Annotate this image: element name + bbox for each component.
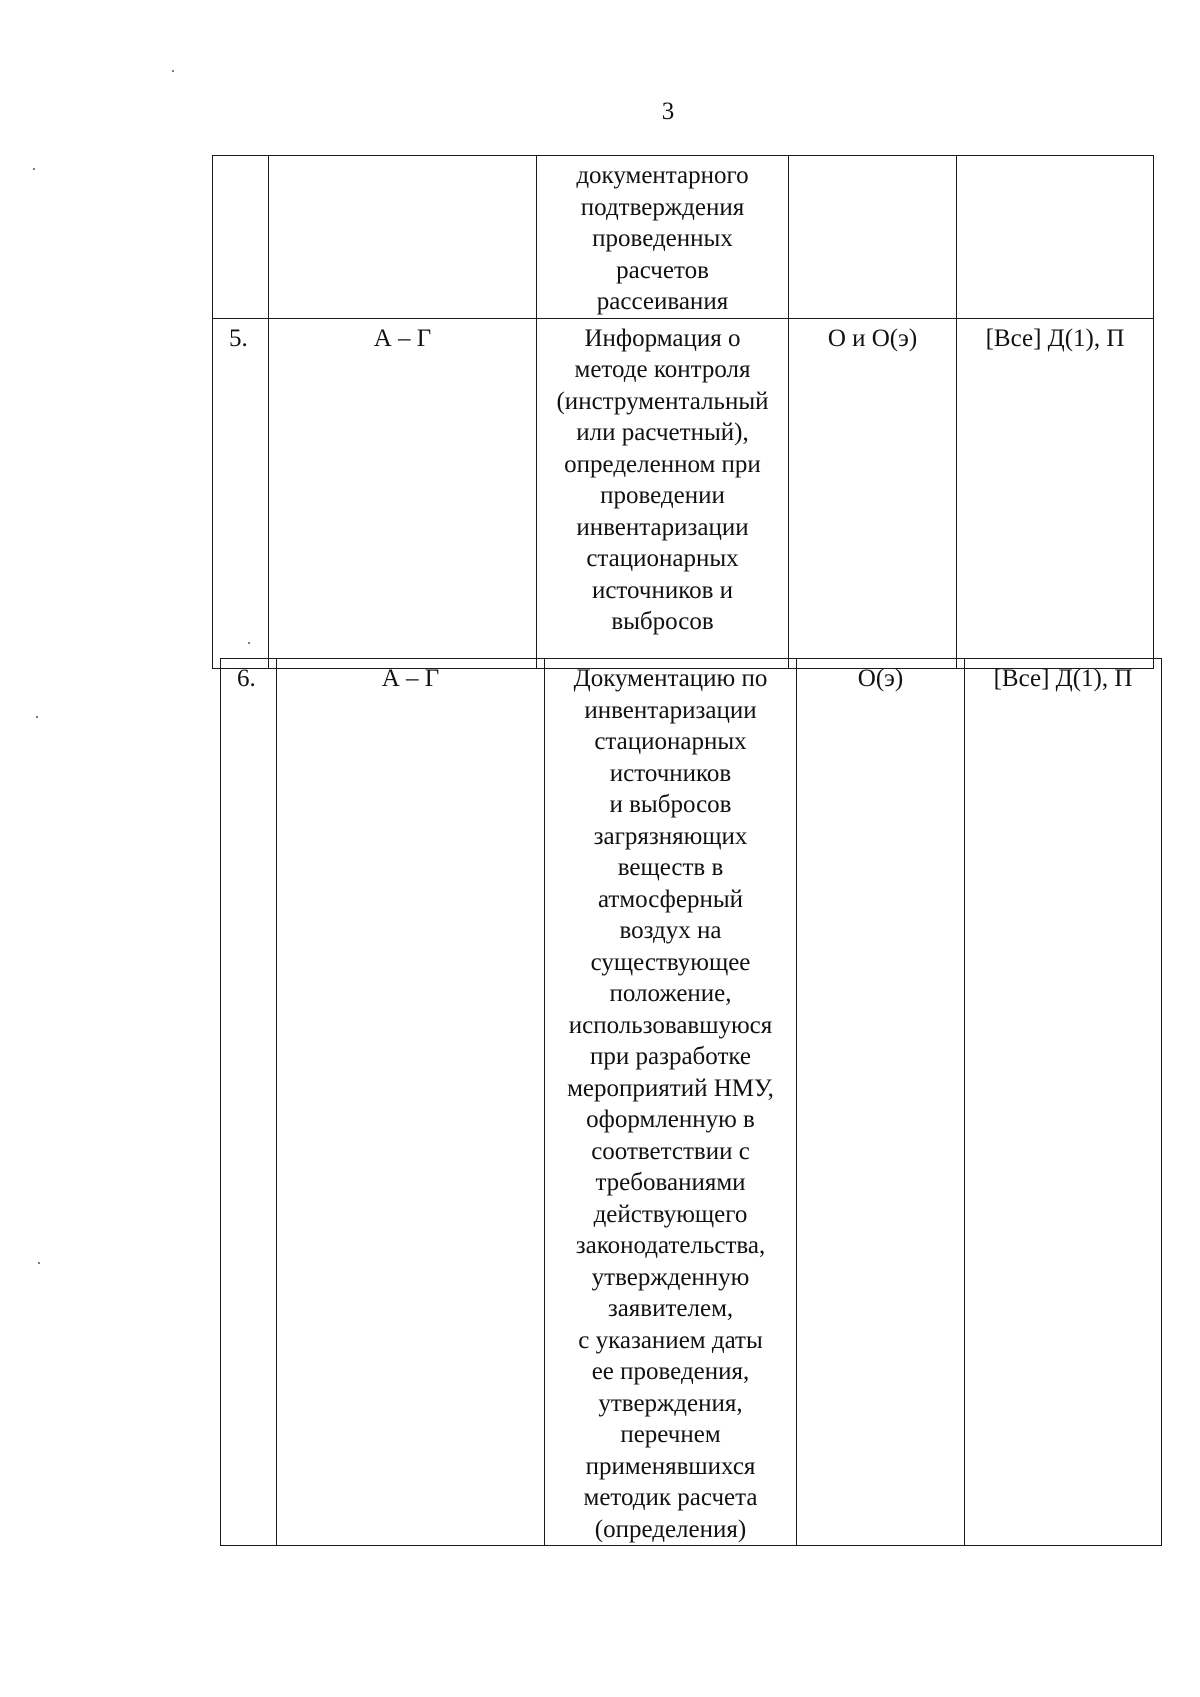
scan-speck — [36, 716, 38, 718]
cell-description: Информация о методе контроля (инструментальный или расчетный), определенном при проведении инвентаризации стационарных источников и выбросов — [537, 318, 789, 668]
cell-group: А – Г — [269, 318, 537, 668]
cell-group: А – Г — [277, 659, 545, 1546]
scan-speck — [172, 70, 174, 72]
cell-group — [269, 156, 537, 319]
cell-form — [789, 156, 957, 319]
table-row-6 — [221, 659, 1162, 1546]
cell-description: Документацию по инвентаризации стационарных источников и выбросов загрязняющих веществ в атмосферный воздух на существующее положение, использовавшуюся при разработке мероприятий НМУ, оформленную в соответствии с требованиями действующего законодательства, утвержденную заявителем, с указанием даты ее проведения, утверждения, перечнем применявшихся методик расчета (определения) — [545, 659, 797, 1546]
scan-speck — [38, 1262, 40, 1264]
cell-form: О и О(э) — [789, 318, 957, 668]
cell-number: 6. — [221, 659, 277, 1546]
requirements-table-lower — [220, 658, 1162, 1546]
cell-scope: [Все] Д(1), П — [957, 318, 1154, 668]
requirements-table-upper — [212, 155, 1154, 669]
cell-description: документарного подтверждения проведенных расчетов рассеивания — [537, 156, 789, 319]
table-row-5 — [213, 318, 1154, 668]
scan-speck — [33, 168, 35, 170]
cell-number — [213, 156, 269, 319]
cell-number: 5. — [213, 318, 269, 668]
page-number: 3 — [661, 98, 675, 125]
scan-speck — [248, 642, 250, 644]
cell-scope: [Все] Д(1), П — [965, 659, 1162, 1546]
cell-scope — [957, 156, 1154, 319]
table-row-continued — [213, 156, 1154, 319]
cell-form: О(э) — [797, 659, 965, 1546]
